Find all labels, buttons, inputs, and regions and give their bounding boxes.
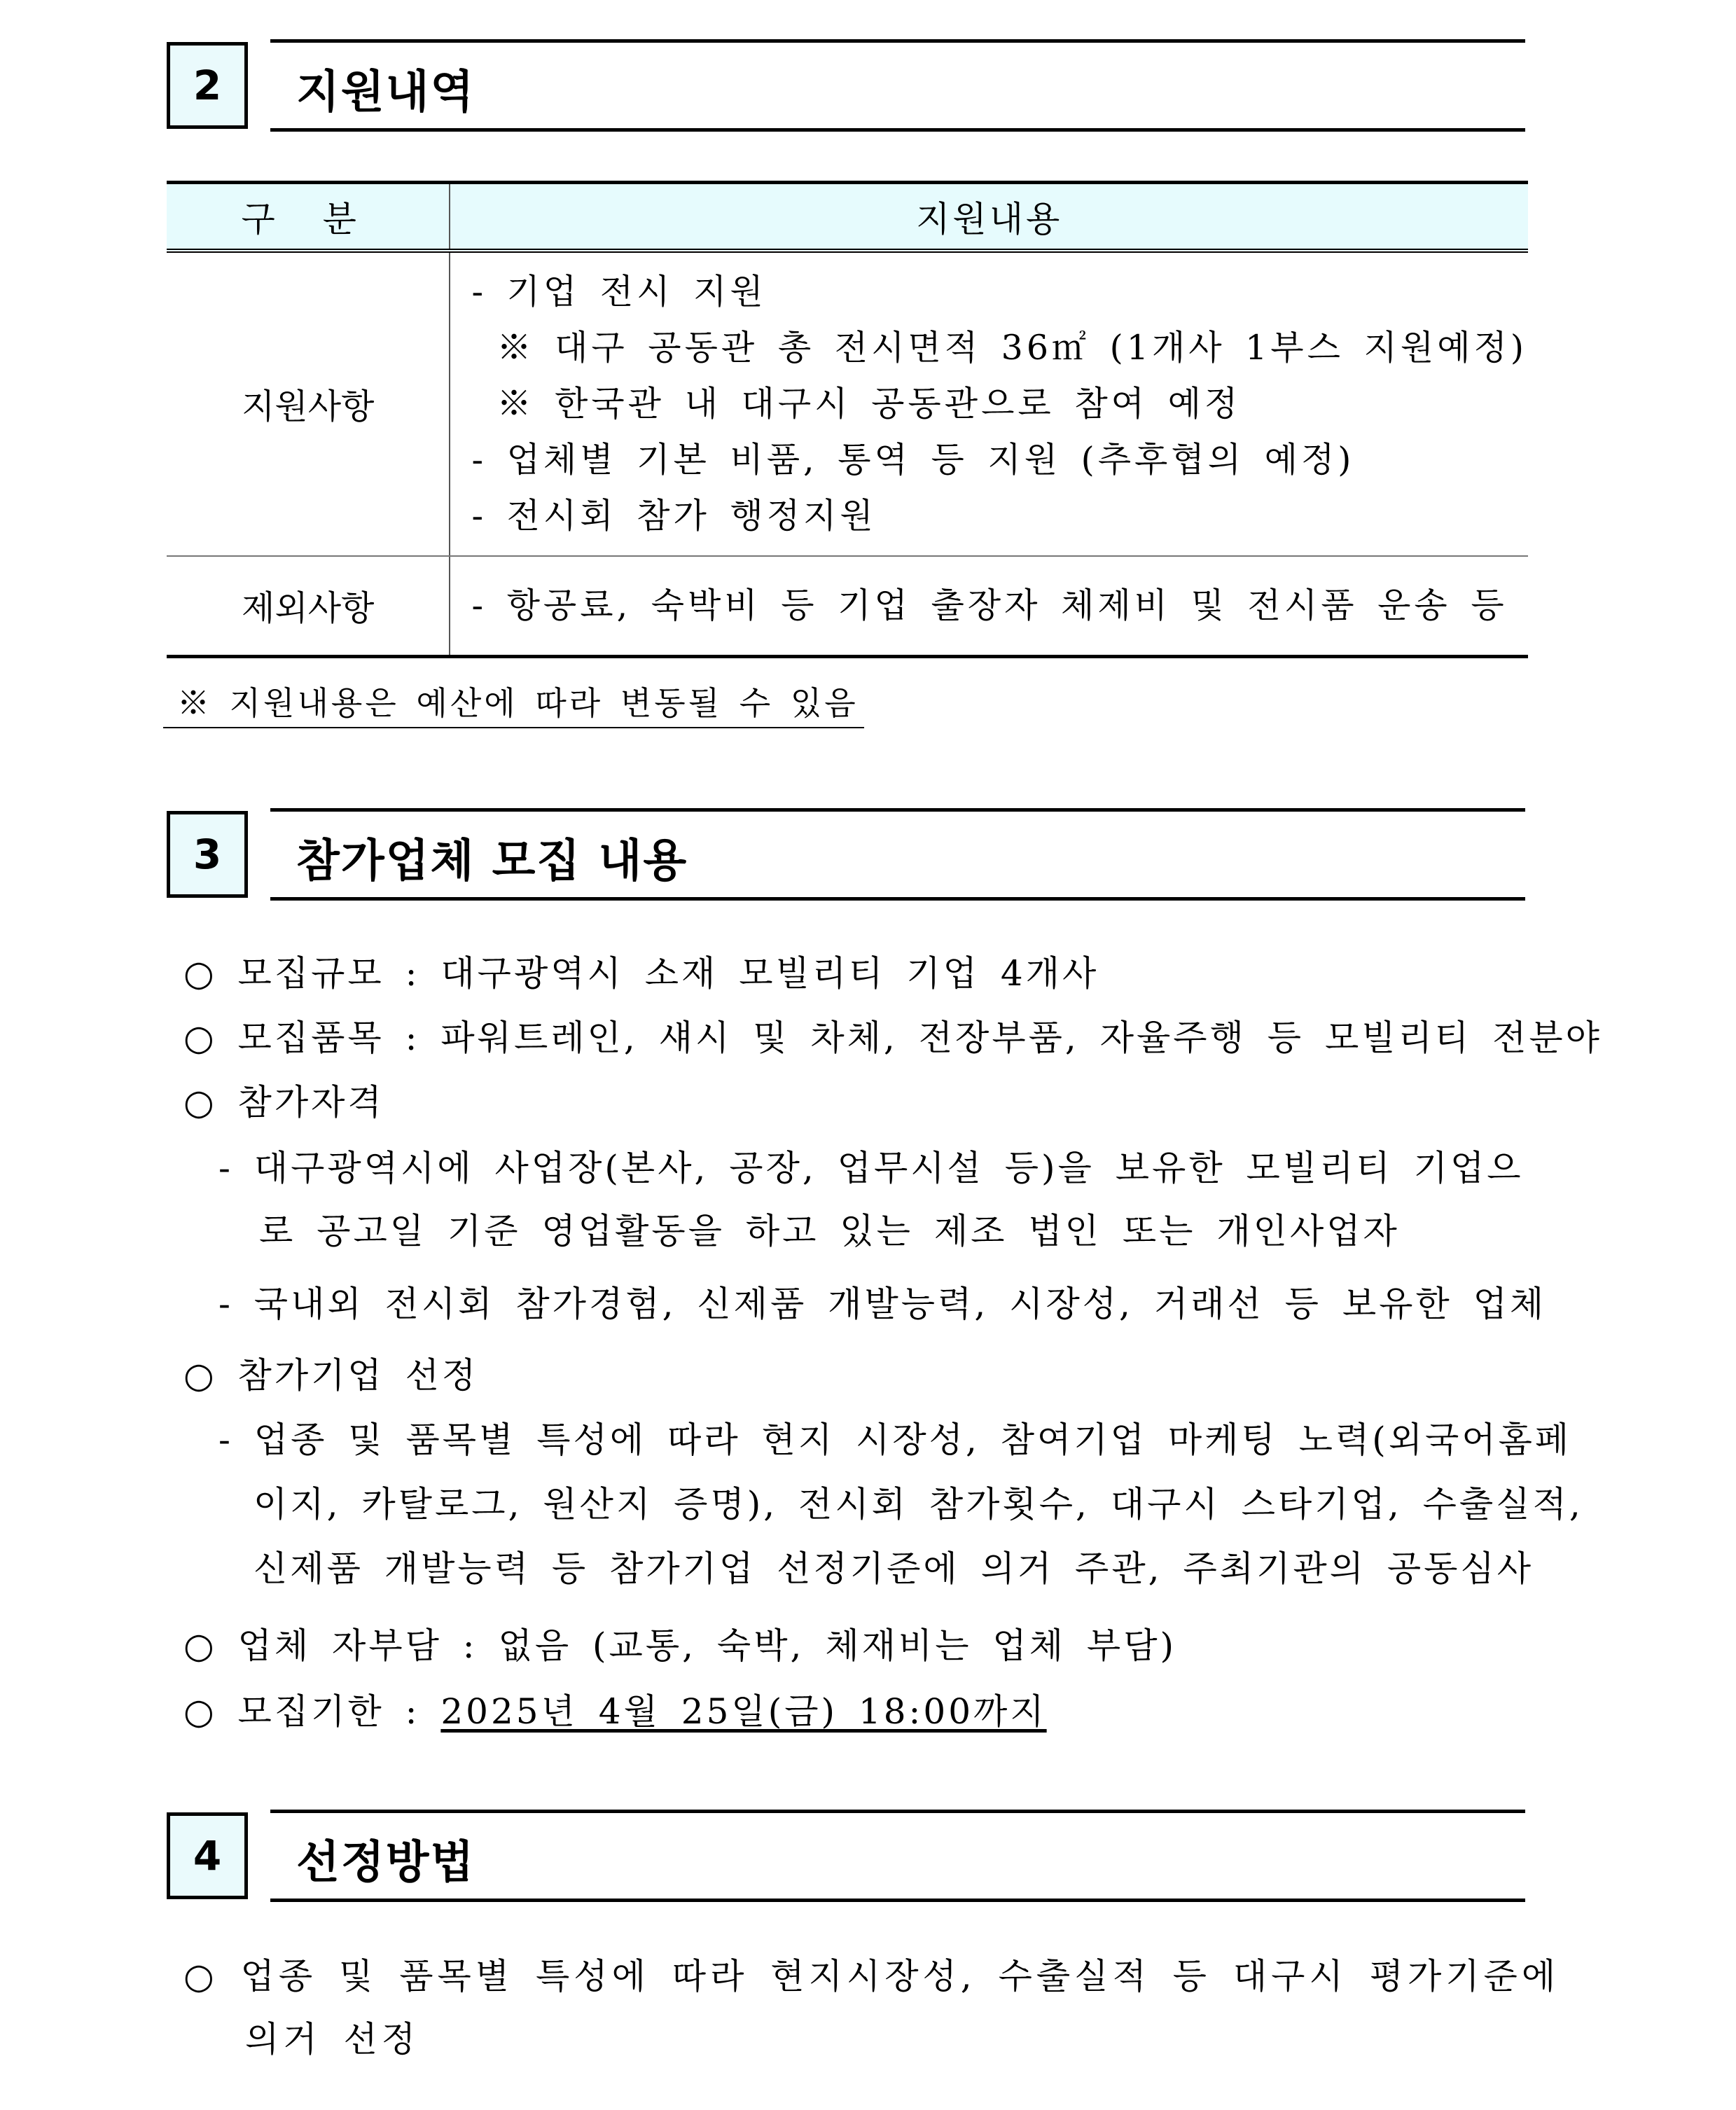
divider <box>270 1810 1525 1813</box>
selection-line: 이지, 카탈로그, 원산지 증명), 전시회 참가횟수, 대구시 스타기업, 수출실적, <box>254 1484 1583 1525</box>
recruit-items: ○ 모집품목 : 파워트레인, 섀시 및 차체, 전장부품, 자율주행 등 모빌리티 전분야 <box>183 1018 1602 1058</box>
content-line: ※ 대구 공동관 총 전시면적 36㎡ (1개사 1부스 지원예정) <box>497 328 1527 368</box>
selection-title: ○ 참가기업 선정 <box>183 1355 479 1396</box>
qualification-line: 로 공고일 기준 영업활동을 하고 있는 제조 법인 또는 개인사업자 <box>259 1211 1400 1251</box>
row-category: 제외사항 <box>167 556 450 657</box>
divider <box>270 1899 1525 1902</box>
section-2-heading <box>167 36 1525 134</box>
section-title: 참가업체 모집 내용 <box>296 835 688 887</box>
content-line: - 업체별 기본 비품, 통역 등 지원 (추후협의 예정) <box>471 440 1355 480</box>
table-row <box>167 556 1528 657</box>
content-line: - 항공료, 숙박비 등 기업 출장자 체제비 및 전시품 운송 등 <box>471 585 1508 625</box>
table-row <box>167 251 1528 556</box>
row-category: 지원사항 <box>167 251 450 556</box>
divider <box>270 39 1525 43</box>
qualification-line: - 대구광역시에 사업장(본사, 공장, 업무시설 등)을 보유한 모빌리티 기업으 <box>218 1148 1524 1188</box>
section-title: 지원내역 <box>296 67 475 118</box>
divider <box>270 128 1525 132</box>
selection-method-line: ○ 업종 및 품목별 특성에 따라 현지시장성, 수출실적 등 대구시 평가기준에 <box>183 1956 1560 1997</box>
header-content: 지원내용 <box>450 183 1528 251</box>
qualification-title: ○ 참가자격 <box>183 1082 384 1123</box>
selection-line: - 업종 및 품목별 특성에 따라 현지 시장성, 참여기업 마케팅 노력(외국어홈페 <box>218 1420 1572 1460</box>
recruit-scale: ○ 모집규모 : 대구광역시 소재 모빌리티 기업 4개사 <box>183 953 1099 994</box>
self-burden: ○ 업체 자부담 : 없음 (교통, 숙박, 체재비는 업체 부담) <box>183 1625 1177 1666</box>
divider <box>270 808 1525 812</box>
section-title: 선정방법 <box>296 1837 475 1889</box>
support-table <box>167 181 1528 658</box>
row-content <box>450 251 1528 556</box>
header-category: 구 분 <box>167 183 450 251</box>
section-number: 4 <box>167 1812 248 1899</box>
deadline-value: 2025년 4월 25일(금) 18:00까지 <box>440 1691 1047 1732</box>
section-number: 2 <box>167 42 248 129</box>
row-content <box>450 556 1528 657</box>
deadline-label: ○ 모집기한 : <box>183 1691 441 1732</box>
selection-line: 신제품 개발능력 등 참가기업 선정기준에 의거 주관, 주최기관의 공동심사 <box>254 1548 1534 1589</box>
content-line: ※ 한국관 내 대구시 공동관으로 참여 예정 <box>497 384 1242 424</box>
divider <box>270 897 1525 901</box>
qualification-line: - 국내외 전시회 참가경험, 신제품 개발능력, 시장성, 거래선 등 보유한 업체 <box>218 1284 1547 1324</box>
selection-method-line: 의거 선정 <box>245 2019 420 2060</box>
content-line: - 전시회 참가 행정지원 <box>471 496 877 536</box>
table-header-row <box>167 183 1528 251</box>
section-3-heading <box>167 805 1525 903</box>
section-4-heading <box>167 1807 1525 1905</box>
content-line: - 기업 전시 지원 <box>471 272 767 312</box>
recruit-deadline <box>183 1684 1047 1734</box>
table-note: ※ 지원내용은 예산에 따라 변동될 수 있음 <box>163 678 864 728</box>
section-number: 3 <box>167 811 248 898</box>
